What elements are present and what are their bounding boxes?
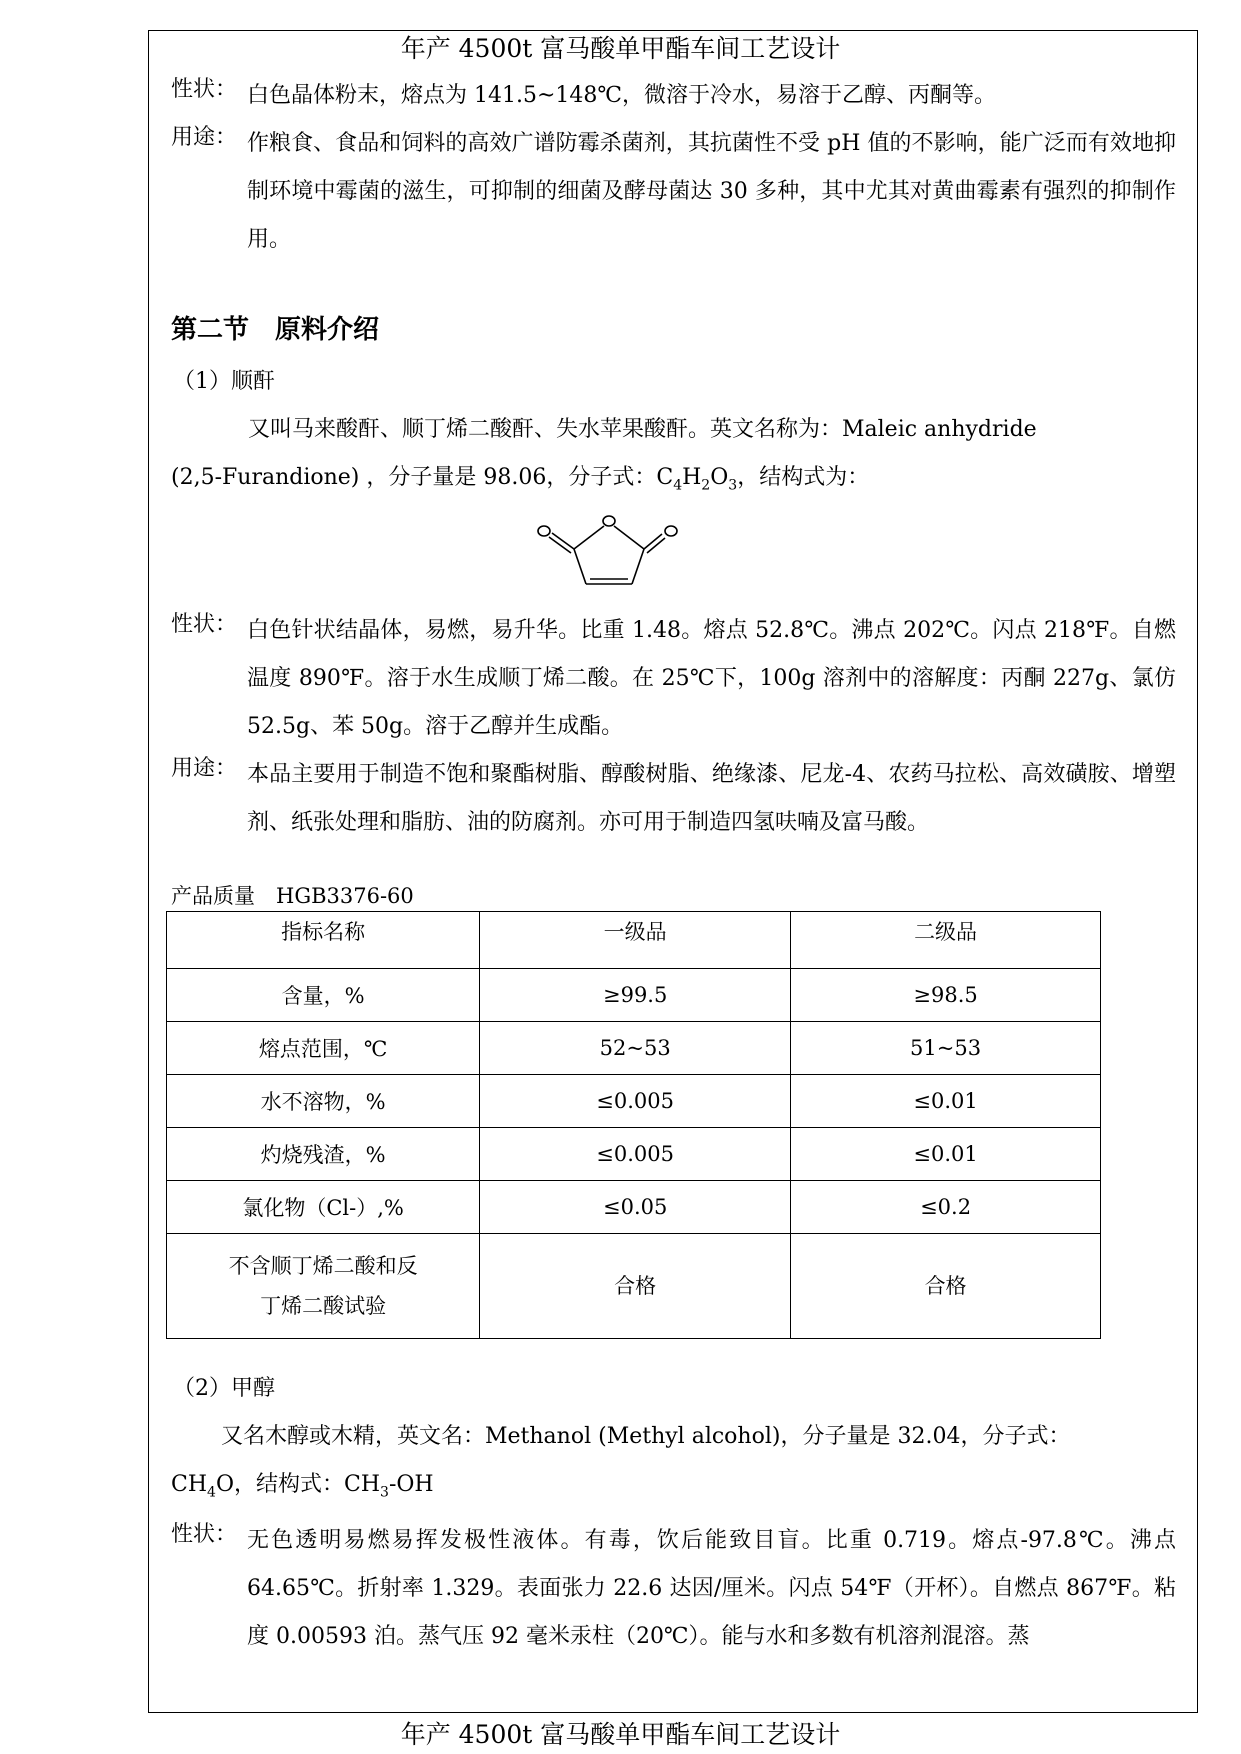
properties-text: 无色透明易燃易挥发极性液体。有毒，饮后能致目盲。比重 0.719。熔点-97.8℃。沸点 64.65℃。折射率 1.329。表面张力 22.6 达因/厘米。闪点 54℉（开杯）。自燃点 867℉。粘度 0.00593 泊。蒸气压 92 毫米汞柱（20℃）。能与水和多数有机溶剂混溶。蒸 [247,1527,1176,1649]
maleic-description-line2: (2,5-Furandione) ，分子量是 98.06，分子式：$C_4H_2O_3$，结构式为： [171,465,870,494]
uses-text: 本品主要用于制造不饱和聚酯树脂、醇酸树脂、绝缘漆、尼龙-4、农药马拉松、高效磺胺、增塑剂、纸张处理和脂肪、油的防腐剂。亦可用于制造四氢呋喃及富马酸。 [247,762,1176,836]
table-cell: ≥99.5 [480,969,791,1022]
uses-text: 作粮食、食品和饲料的高效广谱防霉杀菌剂，其抗菌性不受 pH 值的不影响，能广泛而有效地抑制环境中霉菌的滋生，可抑制的细菌及酵母菌达 30 多种，其中尤其对黄曲霉素有强烈的抑制作用。 [247,131,1176,252]
table-header-row [167,912,1101,969]
header-cell: 一级品 [480,912,791,969]
table-cell: ≤0.005 [480,1128,791,1181]
document-body [171,72,1176,1661]
maleic-description-line1: 又叫马来酸酐、顺丁烯二酸酐、失水苹果酸酐。英文名称为：Maleic anhydride [248,417,1037,442]
table-row [167,1022,1101,1075]
properties-text: 白色晶体粉末，熔点为 141.5~148℃，微溶于冷水，易溶于乙醇、丙酮等。 [247,83,997,108]
table-cell: 不含顺丁烯二酸和反 丁烯二酸试验 [167,1234,480,1339]
intro-properties [171,72,1176,120]
table-row [167,1075,1101,1128]
table-cell: ≤0.01 [791,1075,1101,1128]
table-cell: 51~53 [791,1022,1101,1075]
table-caption: 产品质量 HGB3376-60 [171,884,414,909]
running-header: 年产 4500t 富马酸单甲酯车间工艺设计 [400,34,841,63]
table-cell: ≤0.05 [480,1181,791,1234]
table-row [167,1234,1101,1339]
properties-text: 白色针状结晶体，易燃，易升华。比重 1.48。熔点 52.8℃。沸点 202℃。闪点 218℉。自燃温度 890℉。溶于水生成顺丁烯二酸。在 25℃下，100g 溶剂中的溶解度：丙酮 227g、氯仿 52.5g、苯 50g。溶于乙醇并生成酯。 [247,618,1176,740]
table-row [167,1128,1101,1181]
table-row [167,1181,1101,1234]
maleic-heading: （1）顺酐 [173,369,275,394]
table-cell: 合格 [480,1234,791,1339]
uses-label: 用途： [171,756,238,782]
maleic-uses [171,751,1176,847]
table-cell: 52~53 [480,1022,791,1075]
methanol-properties [171,1517,1176,1661]
table-cell: 合格 [791,1234,1101,1339]
intro-uses [171,120,1176,264]
maleic-anhydride-structure [171,509,1176,607]
header-cell: 指标名称 [167,912,480,969]
table-cell: 灼烧残渣，% [167,1128,480,1181]
table-cell: ≤0.01 [791,1128,1101,1181]
table-cell: 含量，% [167,969,480,1022]
section-title: 第二节 原料介绍 [171,315,380,345]
quality-table [166,911,1101,1339]
table-cell: ≤0.005 [480,1075,791,1128]
table-cell: 水不溶物，% [167,1075,480,1128]
running-footer: 年产 4500t 富马酸单甲酯车间工艺设计 [400,1720,841,1749]
methanol-heading: （2）甲醇 [173,1376,275,1402]
maleic-properties [171,607,1176,751]
table-cell: 氯化物（Cl-）,% [167,1181,480,1234]
table-row [167,969,1101,1022]
table-cell: ≤0.2 [791,1181,1101,1234]
properties-label: 性状： [171,1521,238,1547]
methanol-formula-line: $CH_4O$，结构式：$CH_3-OH$ [171,1472,434,1501]
properties-label: 性状： [171,77,238,102]
uses-label: 用途： [171,125,238,150]
table-cell: ≥98.5 [791,969,1101,1022]
properties-label: 性状： [171,612,238,638]
methanol-description-line1: 又名木醇或木精，英文名：Methanol (Methyl alcohol)，分子量是 32.04，分子式： [221,1424,1071,1450]
header-cell: 二级品 [791,912,1101,969]
molecule-diagram [534,509,684,604]
table-cell: 熔点范围，℃ [167,1022,480,1075]
